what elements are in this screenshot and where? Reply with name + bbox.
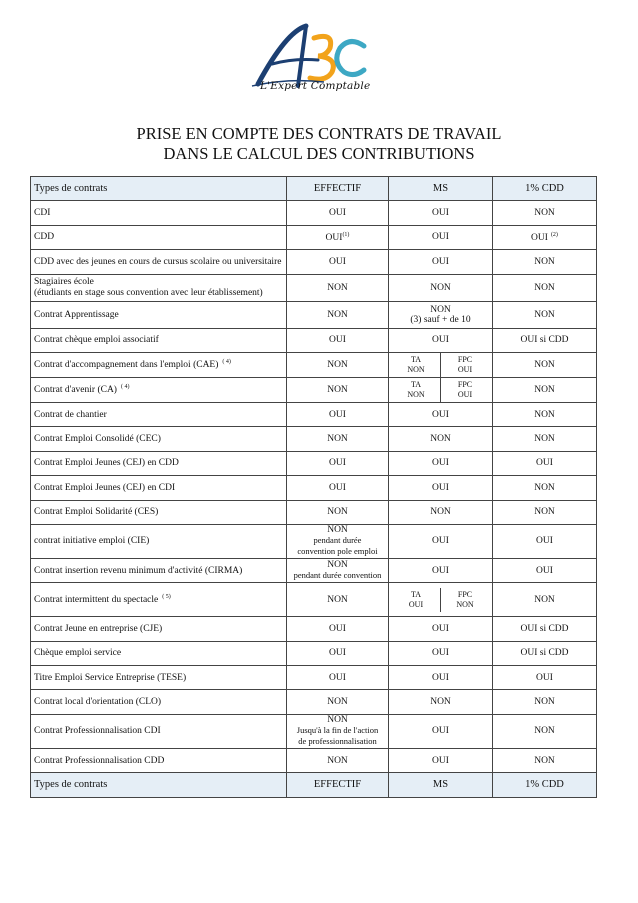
cdd-cell [493, 617, 597, 641]
effectif-value: NON [327, 715, 348, 726]
ms-ta-value: NON [407, 364, 425, 374]
ms-value: OUI [432, 458, 449, 469]
effectif-cell [287, 328, 389, 352]
effectif-value: NON [327, 434, 348, 445]
ms-cell [389, 583, 493, 617]
ms-ta-subcell [392, 353, 441, 377]
effectif-value: OUI [329, 208, 346, 219]
ms-value: OUI [432, 672, 449, 683]
contract-type-cell [31, 524, 287, 558]
effectif-value: OUI [329, 409, 346, 420]
contract-type-label: Contrat Apprentissage [34, 309, 119, 320]
ms-cell [389, 524, 493, 558]
table-header-row [31, 177, 597, 201]
cdd-cell [493, 201, 597, 225]
logo-tagline: L'Expert Comptable [260, 80, 371, 92]
contract-type-cell [31, 352, 287, 377]
ms-ta-label: TA [410, 379, 422, 389]
effectif-cell [287, 558, 389, 582]
contract-type-cell [31, 583, 287, 617]
effectif-note: pendant durée convention [293, 570, 382, 581]
effectif-cell [287, 451, 389, 475]
effectif-cell [287, 641, 389, 665]
effectif-value: NON [327, 525, 348, 536]
effectif-cell [287, 427, 389, 451]
contract-type-note: (étudiants en stage sous convention avec leur établissement) [34, 287, 263, 298]
title-line-2: DANS LE CALCUL DES CONTRIBUTIONS [163, 144, 475, 163]
cdd-cell [493, 583, 597, 617]
effectif-value: NON [327, 282, 348, 293]
effectif-note: de professionnalisation [298, 736, 377, 747]
contract-type-label: Contrat local d'orientation (CLO) [34, 697, 162, 708]
ms-fpc-subcell [441, 378, 489, 402]
ms-value: OUI [432, 623, 449, 634]
contract-type-cell [31, 714, 287, 748]
ms-cell [389, 201, 493, 225]
effectif-note: pendant durée [313, 535, 362, 546]
effectif-value: NON [327, 755, 348, 766]
header-effectif: EFFECTIF [287, 773, 389, 797]
ms-value: OUI [432, 536, 449, 547]
contract-type-label: Titre Emploi Service Entreprise (TESE) [34, 672, 187, 683]
header-cdd: 1% CDD [493, 773, 597, 797]
effectif-value: NON [327, 507, 348, 518]
contract-type-label: Contrat intermittent du spectacle [34, 595, 159, 606]
cdd-value: NON [534, 594, 555, 605]
table-row [31, 201, 597, 225]
ms-fpc-label: FPC [457, 589, 473, 599]
effectif-value: OUI [329, 335, 346, 346]
effectif-cell [287, 500, 389, 524]
footnote-ref: ( 4) [222, 359, 231, 366]
table-row [31, 328, 597, 352]
effectif-note: Jusqu'à la fin de l'action [296, 725, 379, 736]
effectif-cell [287, 748, 389, 772]
contract-type-cell [31, 641, 287, 665]
effectif-note: convention pole emploi [297, 546, 378, 557]
contract-type-cell [31, 328, 287, 352]
ms-value: OUI [432, 409, 449, 420]
effectif-cell [287, 377, 389, 402]
cdd-value: NON [534, 409, 555, 420]
ms-cell [389, 250, 493, 274]
contract-type-cell [31, 427, 287, 451]
ms-value: OUI [432, 335, 449, 346]
contract-type-label: Contrat Emploi Solidarité (CES) [34, 507, 159, 518]
contract-type-label: Contrat Emploi Jeunes (CEJ) en CDI [34, 482, 176, 493]
cdd-value: OUI [536, 536, 553, 547]
table-row [31, 558, 597, 582]
effectif-cell [287, 250, 389, 274]
cdd-cell [493, 451, 597, 475]
ms-cell [389, 714, 493, 748]
ms-cell [389, 451, 493, 475]
ms-fpc-subcell [441, 353, 489, 377]
contract-type-label: Contrat Professionnalisation CDI [34, 726, 161, 737]
footnote-ref: (2) [550, 231, 558, 238]
cdd-cell [493, 352, 597, 377]
header-ms: MS [389, 773, 493, 797]
effectif-value: OUI [325, 233, 343, 244]
effectif-cell [287, 617, 389, 641]
ms-cell [389, 274, 493, 301]
contract-type-cell [31, 274, 287, 301]
contract-type-label: CDD avec des jeunes en cours de cursus scolaire ou universitaire [34, 256, 282, 267]
ms-value: OUI [432, 232, 449, 243]
ms-cell [389, 476, 493, 500]
contract-type-cell [31, 301, 287, 328]
ms-cell [389, 328, 493, 352]
cdd-value: NON [534, 282, 555, 293]
cdd-cell [493, 402, 597, 426]
header-type: Types de contrats [31, 773, 287, 797]
contract-type-label: Contrat d'avenir (CA) [34, 385, 117, 396]
contract-type-cell [31, 451, 287, 475]
effectif-value: NON [327, 359, 348, 370]
ms-cell [389, 666, 493, 690]
contract-type-cell [31, 666, 287, 690]
table-row [31, 476, 597, 500]
effectif-value: OUI [329, 482, 346, 493]
table-row [31, 690, 597, 714]
ms-cell [389, 617, 493, 641]
ms-cell [389, 690, 493, 714]
table-row [31, 617, 597, 641]
effectif-cell [287, 402, 389, 426]
cdd-cell [493, 377, 597, 402]
ms-fpc-value: OUI [457, 389, 473, 399]
cdd-cell [493, 690, 597, 714]
contract-type-label: CDI [34, 208, 51, 219]
contract-type-label: contrat initiative emploi (CIE) [34, 536, 150, 547]
cdd-value: NON [534, 507, 555, 518]
contract-type-cell [31, 250, 287, 274]
effectif-value: OUI [329, 648, 346, 659]
cdd-value: OUI si CDD [520, 648, 569, 659]
table-row [31, 666, 597, 690]
ms-value: OUI [432, 648, 449, 659]
ms-ta-subcell [392, 378, 441, 402]
effectif-cell [287, 583, 389, 617]
cdd-cell [493, 328, 597, 352]
cdd-value: OUI [536, 565, 553, 576]
ms-value: OUI [432, 208, 449, 219]
effectif-cell [287, 301, 389, 328]
effectif-value: NON [327, 594, 348, 605]
table-row [31, 583, 597, 617]
table-row [31, 250, 597, 274]
effectif-cell [287, 201, 389, 225]
cdd-value: OUI [536, 672, 553, 683]
cdd-cell [493, 714, 597, 748]
ms-value: OUI [432, 755, 449, 766]
contract-type-label: Contrat insertion revenu minimum d'activité (CIRMA) [34, 565, 243, 576]
ms-cell [389, 225, 493, 249]
effectif-cell [287, 714, 389, 748]
ms-fpc-value: OUI [457, 364, 473, 374]
contract-type-label: Contrat Emploi Consolidé (CEC) [34, 434, 161, 445]
header-type: Types de contrats [31, 177, 287, 201]
table-row [31, 748, 597, 772]
cdd-cell [493, 524, 597, 558]
cdd-cell [493, 558, 597, 582]
ms-ta-label: TA [410, 589, 422, 599]
contract-type-cell [31, 402, 287, 426]
effectif-value: OUI [329, 458, 346, 469]
cdd-value: NON [534, 309, 555, 320]
cdd-value: OUI si CDD [520, 623, 569, 634]
cdd-cell [493, 641, 597, 665]
cdd-value: NON [534, 482, 555, 493]
contract-type-cell [31, 558, 287, 582]
ms-fpc-subcell [441, 588, 489, 612]
table-row [31, 641, 597, 665]
footnote-ref: ( 4) [120, 384, 130, 391]
ms-cell [389, 427, 493, 451]
ms-cell [389, 500, 493, 524]
cdd-value: NON [534, 697, 555, 708]
effectif-value: OUI [329, 623, 346, 634]
ms-cell [389, 377, 493, 402]
cdd-value: NON [534, 434, 555, 445]
ms-value: NON [430, 697, 451, 708]
table-row [31, 524, 597, 558]
effectif-value: NON [327, 384, 348, 395]
table-row [31, 714, 597, 748]
document-title [0, 124, 638, 164]
ms-cell [389, 641, 493, 665]
ms-cell [389, 301, 493, 328]
effectif-cell [287, 274, 389, 301]
ms-value: OUI [432, 565, 449, 576]
header-effectif: EFFECTIF [287, 177, 389, 201]
contract-type-label: Contrat d'accompagnement dans l'emploi (CAE) [34, 360, 219, 371]
effectif-value: OUI [329, 256, 346, 267]
ms-value: NON [430, 304, 451, 315]
contract-type-label: Contrat Professionnalisation CDD [34, 755, 165, 766]
contract-type-cell [31, 225, 287, 249]
table-row [31, 225, 597, 249]
contract-type-cell [31, 617, 287, 641]
table-row [31, 274, 597, 301]
ms-ta-label: TA [410, 354, 422, 364]
title-line-1: PRISE EN COMPTE DES CONTRATS DE TRAVAIL [136, 124, 502, 143]
ms-ta-value: OUI [408, 599, 424, 609]
ms-value: OUI [432, 482, 449, 493]
contract-type-cell [31, 476, 287, 500]
ms-value: NON [430, 507, 451, 518]
footnote-ref: ( 5) [162, 594, 171, 601]
table-row [31, 500, 597, 524]
table-row [31, 352, 597, 377]
effectif-cell [287, 690, 389, 714]
contract-type-label: Contrat Emploi Jeunes (CEJ) en CDD [34, 458, 179, 469]
contract-type-cell [31, 500, 287, 524]
table-row [31, 451, 597, 475]
contract-type-cell [31, 690, 287, 714]
cdd-value: OUI [536, 458, 553, 469]
cdd-value: NON [534, 726, 555, 737]
effectif-cell [287, 524, 389, 558]
effectif-value: NON [327, 560, 348, 571]
ms-value: OUI [432, 256, 449, 267]
cdd-value: NON [534, 755, 555, 766]
table-row [31, 427, 597, 451]
effectif-value: NON [327, 697, 348, 708]
contract-type-label: Contrat de chantier [34, 409, 107, 420]
footnote-ref: (1) [342, 231, 350, 238]
ms-ta-subcell [392, 588, 441, 612]
cdd-value: NON [534, 359, 555, 370]
ms-cell [389, 558, 493, 582]
contracts-table [30, 176, 597, 798]
cdd-cell [493, 225, 597, 249]
contract-type-cell [31, 377, 287, 402]
cdd-cell [493, 274, 597, 301]
header-cdd: 1% CDD [493, 177, 597, 201]
ms-cell [389, 402, 493, 426]
cdd-value: NON [534, 208, 555, 219]
ms-fpc-label: FPC [457, 354, 473, 364]
ms-cell [389, 352, 493, 377]
contract-type-label: Contrat chèque emploi associatif [34, 335, 159, 346]
cdd-cell [493, 476, 597, 500]
cdd-cell [493, 427, 597, 451]
ms-note: (3) sauf + de 10 [410, 314, 471, 325]
contract-type-label: Chèque emploi service [34, 648, 122, 659]
effectif-cell [287, 225, 389, 249]
ms-fpc-label: FPC [457, 379, 473, 389]
contract-type-label: Stagiaires école [34, 276, 94, 287]
table-row [31, 377, 597, 402]
effectif-cell [287, 666, 389, 690]
header-ms: MS [389, 177, 493, 201]
cdd-cell [493, 748, 597, 772]
ms-cell [389, 748, 493, 772]
contract-type-cell [31, 201, 287, 225]
table-footer-row [31, 773, 597, 797]
effectif-cell [287, 476, 389, 500]
table-row [31, 301, 597, 328]
cdd-value: OUI si CDD [520, 335, 569, 346]
ms-ta-value: NON [407, 389, 425, 399]
cdd-cell [493, 500, 597, 524]
effectif-value: OUI [329, 672, 346, 683]
cdd-cell [493, 301, 597, 328]
cdd-value: OUI [531, 233, 548, 244]
ms-value: NON [430, 434, 451, 445]
ms-value: OUI [432, 726, 449, 737]
cdd-cell [493, 666, 597, 690]
cdd-value: NON [534, 256, 555, 267]
table-row [31, 402, 597, 426]
contract-type-label: Contrat Jeune en entreprise (CJE) [34, 623, 163, 634]
ms-fpc-value: NON [456, 599, 474, 609]
effectif-value: NON [327, 309, 348, 320]
contract-type-cell [31, 748, 287, 772]
effectif-cell [287, 352, 389, 377]
cdd-value: NON [534, 384, 555, 395]
contract-type-label: CDD [34, 232, 55, 243]
ms-value: NON [430, 282, 451, 293]
cdd-cell [493, 250, 597, 274]
